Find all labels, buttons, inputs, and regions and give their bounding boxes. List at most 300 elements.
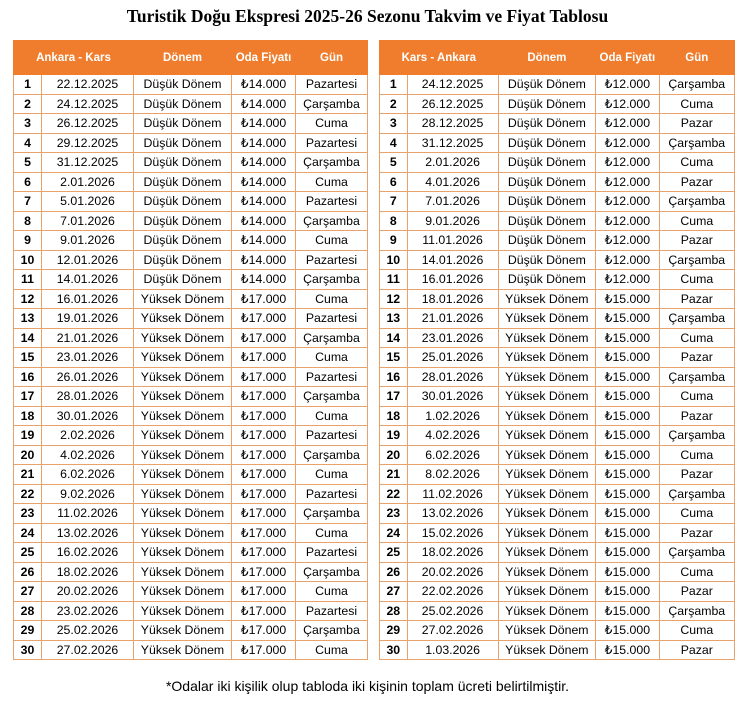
- price-cell: ₺15.000: [596, 387, 659, 407]
- date-cell: 9.02.2026: [42, 484, 134, 504]
- period-cell: Yüksek Dönem: [498, 484, 596, 504]
- table-row: [380, 289, 735, 309]
- row-number: 13: [14, 309, 42, 329]
- date-cell: 2.01.2026: [42, 172, 134, 192]
- price-cell: ₺15.000: [596, 543, 659, 563]
- day-cell: Cuma: [296, 465, 368, 485]
- price-cell: ₺17.000: [232, 562, 296, 582]
- period-cell: Yüksek Dönem: [134, 465, 232, 485]
- row-number: 18: [14, 406, 42, 426]
- day-cell: Cuma: [659, 562, 734, 582]
- date-cell: 16.01.2026: [42, 289, 134, 309]
- price-cell: ₺15.000: [596, 640, 659, 660]
- date-cell: 16.02.2026: [42, 543, 134, 563]
- date-cell: 29.12.2025: [42, 133, 134, 153]
- row-number: 14: [14, 328, 42, 348]
- row-number: 6: [380, 172, 408, 192]
- date-cell: 6.02.2026: [407, 445, 498, 465]
- day-cell: Pazar: [659, 465, 734, 485]
- period-cell: Yüksek Dönem: [498, 543, 596, 563]
- date-cell: 25.02.2026: [407, 601, 498, 621]
- date-cell: 9.01.2026: [42, 231, 134, 251]
- date-cell: 23.01.2026: [42, 348, 134, 368]
- date-cell: 6.02.2026: [42, 465, 134, 485]
- table-row: [380, 348, 735, 368]
- period-cell: Yüksek Dönem: [498, 387, 596, 407]
- day-cell: Çarşamba: [296, 621, 368, 641]
- price-cell: ₺14.000: [232, 192, 296, 212]
- period-cell: Yüksek Dönem: [498, 504, 596, 524]
- period-cell: Düşük Dönem: [498, 133, 596, 153]
- table-row: [14, 289, 368, 309]
- day-cell: Cuma: [296, 523, 368, 543]
- price-cell: ₺15.000: [596, 601, 659, 621]
- price-cell: ₺17.000: [232, 601, 296, 621]
- day-cell: Cuma: [296, 114, 368, 134]
- day-cell: Pazar: [659, 114, 734, 134]
- table-row: [14, 640, 368, 660]
- row-number: 12: [380, 289, 408, 309]
- row-number: 15: [14, 348, 42, 368]
- row-number: 18: [380, 406, 408, 426]
- period-cell: Yüksek Dönem: [134, 484, 232, 504]
- price-cell: ₺14.000: [232, 133, 296, 153]
- period-cell: Yüksek Dönem: [134, 348, 232, 368]
- row-number: 25: [380, 543, 408, 563]
- price-cell: ₺15.000: [596, 309, 659, 329]
- price-cell: ₺12.000: [596, 211, 659, 231]
- row-number: 26: [14, 562, 42, 582]
- row-number: 26: [380, 562, 408, 582]
- day-cell: Pazartesi: [296, 75, 368, 95]
- price-cell: ₺17.000: [232, 348, 296, 368]
- period-cell: Düşük Dönem: [134, 250, 232, 270]
- day-cell: Çarşamba: [659, 192, 734, 212]
- table-row: [380, 621, 735, 641]
- period-cell: Düşük Dönem: [498, 270, 596, 290]
- day-cell: Pazartesi: [296, 484, 368, 504]
- day-cell: Cuma: [296, 172, 368, 192]
- period-cell: Yüksek Dönem: [134, 543, 232, 563]
- row-number: 7: [380, 192, 408, 212]
- date-cell: 11.02.2026: [407, 484, 498, 504]
- day-cell: Pazar: [659, 582, 734, 602]
- table-row: [14, 211, 368, 231]
- page-title: Turistik Doğu Ekspresi 2025-26 Sezonu Takvim ve Fiyat Tablosu: [126, 6, 609, 26]
- table-row: [14, 75, 368, 95]
- row-number: 28: [14, 601, 42, 621]
- day-header: Gün: [296, 41, 368, 75]
- row-number: 22: [380, 484, 408, 504]
- date-cell: 31.12.2025: [407, 133, 498, 153]
- price-cell: ₺14.000: [232, 250, 296, 270]
- row-number: 21: [14, 465, 42, 485]
- period-cell: Yüksek Dönem: [134, 426, 232, 446]
- table-row: [14, 504, 368, 524]
- period-cell: Yüksek Dönem: [498, 601, 596, 621]
- row-number: 2: [380, 94, 408, 114]
- row-number: 17: [380, 387, 408, 407]
- period-cell: Yüksek Dönem: [498, 562, 596, 582]
- day-cell: Çarşamba: [296, 211, 368, 231]
- period-cell: Düşük Dönem: [134, 192, 232, 212]
- table-row: [380, 601, 735, 621]
- route-header: Kars - Ankara: [380, 41, 499, 75]
- period-cell: Düşük Dönem: [498, 250, 596, 270]
- footnote: *Odalar iki kişilik olup tabloda iki kişinin toplam ücreti belirtilmiştir.: [165, 678, 570, 694]
- day-cell: Pazar: [659, 172, 734, 192]
- period-cell: Yüksek Dönem: [498, 523, 596, 543]
- table-row: [14, 484, 368, 504]
- day-cell: Cuma: [296, 582, 368, 602]
- date-cell: 2.02.2026: [42, 426, 134, 446]
- period-cell: Yüksek Dönem: [498, 640, 596, 660]
- table-row: [380, 114, 735, 134]
- table-row: [380, 75, 735, 95]
- date-cell: 23.01.2026: [407, 328, 498, 348]
- day-cell: Çarşamba: [296, 445, 368, 465]
- price-cell: ₺14.000: [232, 231, 296, 251]
- period-cell: Yüksek Dönem: [134, 289, 232, 309]
- day-cell: Çarşamba: [296, 153, 368, 173]
- day-cell: Cuma: [659, 621, 734, 641]
- table-row: [14, 562, 368, 582]
- row-number: 1: [14, 75, 42, 95]
- day-cell: Cuma: [659, 328, 734, 348]
- period-cell: Düşük Dönem: [134, 133, 232, 153]
- row-number: 9: [380, 231, 408, 251]
- day-cell: Cuma: [296, 231, 368, 251]
- date-cell: 26.12.2025: [407, 94, 498, 114]
- table-row: [14, 426, 368, 446]
- row-number: 27: [380, 582, 408, 602]
- table-row: [380, 445, 735, 465]
- table-row: [380, 328, 735, 348]
- date-cell: 1.02.2026: [407, 406, 498, 426]
- day-cell: Cuma: [296, 406, 368, 426]
- price-cell: ₺12.000: [596, 192, 659, 212]
- table-row: [14, 348, 368, 368]
- period-cell: Yüksek Dönem: [498, 445, 596, 465]
- row-number: 16: [14, 367, 42, 387]
- date-cell: 11.01.2026: [407, 231, 498, 251]
- table-row: [380, 582, 735, 602]
- price-cell: ₺17.000: [232, 621, 296, 641]
- day-cell: Pazar: [659, 640, 734, 660]
- table-row: [380, 484, 735, 504]
- price-cell: ₺15.000: [596, 445, 659, 465]
- date-cell: 15.02.2026: [407, 523, 498, 543]
- period-cell: Düşük Dönem: [498, 231, 596, 251]
- table-row: [14, 231, 368, 251]
- price-cell: ₺17.000: [232, 640, 296, 660]
- row-number: 7: [14, 192, 42, 212]
- table-row: [380, 504, 735, 524]
- date-cell: 25.02.2026: [42, 621, 134, 641]
- price-cell: ₺17.000: [232, 582, 296, 602]
- row-number: 10: [380, 250, 408, 270]
- day-cell: Cuma: [659, 153, 734, 173]
- price-cell: ₺12.000: [596, 153, 659, 173]
- table-header-row: [14, 41, 368, 75]
- table-row: [14, 523, 368, 543]
- route-header: Ankara - Kars: [14, 41, 134, 75]
- day-cell: Pazartesi: [296, 426, 368, 446]
- day-cell: Çarşamba: [659, 309, 734, 329]
- period-cell: Düşük Dönem: [498, 94, 596, 114]
- date-cell: 28.12.2025: [407, 114, 498, 134]
- price-cell: ₺17.000: [232, 387, 296, 407]
- price-cell: ₺12.000: [596, 172, 659, 192]
- table-row: [14, 133, 368, 153]
- ankara-kars-table: [13, 40, 368, 660]
- day-cell: Pazartesi: [296, 367, 368, 387]
- row-number: 2: [14, 94, 42, 114]
- table-row: [14, 172, 368, 192]
- price-cell: ₺12.000: [596, 133, 659, 153]
- day-cell: Pazartesi: [296, 601, 368, 621]
- date-cell: 8.02.2026: [407, 465, 498, 485]
- row-number: 14: [380, 328, 408, 348]
- table-row: [14, 582, 368, 602]
- table-header-row: [380, 41, 735, 75]
- row-number: 17: [14, 387, 42, 407]
- row-number: 24: [14, 523, 42, 543]
- table-row: [14, 114, 368, 134]
- price-cell: ₺15.000: [596, 289, 659, 309]
- table-row: [380, 406, 735, 426]
- period-cell: Yüksek Dönem: [498, 289, 596, 309]
- period-cell: Yüksek Dönem: [134, 445, 232, 465]
- table-row: [14, 328, 368, 348]
- period-cell: Düşük Dönem: [134, 270, 232, 290]
- price-cell: ₺17.000: [232, 367, 296, 387]
- price-cell: ₺17.000: [232, 445, 296, 465]
- period-cell: Yüksek Dönem: [498, 465, 596, 485]
- row-number: 15: [380, 348, 408, 368]
- table-row: [380, 192, 735, 212]
- table-row: [380, 94, 735, 114]
- table-row: [14, 445, 368, 465]
- date-cell: 30.01.2026: [407, 387, 498, 407]
- price-cell: ₺14.000: [232, 94, 296, 114]
- period-cell: Düşük Dönem: [134, 75, 232, 95]
- table-row: [380, 250, 735, 270]
- date-cell: 21.01.2026: [407, 309, 498, 329]
- period-cell: Yüksek Dönem: [134, 387, 232, 407]
- day-cell: Cuma: [659, 387, 734, 407]
- date-cell: 4.02.2026: [407, 426, 498, 446]
- price-cell: ₺15.000: [596, 582, 659, 602]
- date-cell: 4.01.2026: [407, 172, 498, 192]
- kars-ankara-table: [379, 40, 735, 660]
- row-number: 28: [380, 601, 408, 621]
- table-row: [380, 543, 735, 563]
- table-row: [380, 367, 735, 387]
- date-cell: 19.01.2026: [42, 309, 134, 329]
- row-number: 16: [380, 367, 408, 387]
- price-cell: ₺14.000: [232, 114, 296, 134]
- price-cell: ₺17.000: [232, 484, 296, 504]
- day-cell: Cuma: [659, 445, 734, 465]
- row-number: 30: [380, 640, 408, 660]
- price-cell: ₺14.000: [232, 270, 296, 290]
- period-cell: Yüksek Dönem: [498, 582, 596, 602]
- row-number: 23: [14, 504, 42, 524]
- day-cell: Çarşamba: [659, 484, 734, 504]
- period-cell: Yüksek Dönem: [134, 640, 232, 660]
- date-cell: 22.12.2025: [42, 75, 134, 95]
- period-cell: Yüksek Dönem: [134, 309, 232, 329]
- period-cell: Yüksek Dönem: [498, 621, 596, 641]
- row-number: 27: [14, 582, 42, 602]
- date-cell: 25.01.2026: [407, 348, 498, 368]
- row-number: 5: [14, 153, 42, 173]
- table-row: [380, 387, 735, 407]
- date-cell: 28.01.2026: [42, 387, 134, 407]
- row-number: 3: [380, 114, 408, 134]
- period-cell: Düşük Dönem: [498, 75, 596, 95]
- date-cell: 24.12.2025: [407, 75, 498, 95]
- date-cell: 26.12.2025: [42, 114, 134, 134]
- day-cell: Pazar: [659, 406, 734, 426]
- price-cell: ₺12.000: [596, 94, 659, 114]
- period-cell: Yüksek Dönem: [134, 328, 232, 348]
- day-cell: Cuma: [296, 640, 368, 660]
- table-row: [380, 640, 735, 660]
- row-number: 3: [14, 114, 42, 134]
- row-number: 22: [14, 484, 42, 504]
- row-number: 19: [380, 426, 408, 446]
- row-number: 25: [14, 543, 42, 563]
- period-cell: Yüksek Dönem: [134, 582, 232, 602]
- table-row: [380, 562, 735, 582]
- date-cell: 7.01.2026: [42, 211, 134, 231]
- table-row: [380, 133, 735, 153]
- row-number: 6: [14, 172, 42, 192]
- price-cell: ₺12.000: [596, 270, 659, 290]
- day-cell: Çarşamba: [296, 270, 368, 290]
- row-number: 4: [380, 133, 408, 153]
- table-row: [14, 465, 368, 485]
- date-cell: 23.02.2026: [42, 601, 134, 621]
- day-cell: Cuma: [296, 289, 368, 309]
- price-cell: ₺17.000: [232, 465, 296, 485]
- date-cell: 31.12.2025: [42, 153, 134, 173]
- period-cell: Düşük Dönem: [134, 153, 232, 173]
- table-row: [14, 94, 368, 114]
- period-cell: Yüksek Dönem: [134, 601, 232, 621]
- price-cell: ₺15.000: [596, 484, 659, 504]
- period-cell: Yüksek Dönem: [498, 309, 596, 329]
- period-cell: Yüksek Dönem: [134, 523, 232, 543]
- price-cell: ₺12.000: [596, 114, 659, 134]
- price-cell: ₺15.000: [596, 328, 659, 348]
- period-cell: Yüksek Dönem: [498, 426, 596, 446]
- date-cell: 27.02.2026: [407, 621, 498, 641]
- date-cell: 24.12.2025: [42, 94, 134, 114]
- day-header: Gün: [659, 41, 734, 75]
- row-number: 5: [380, 153, 408, 173]
- date-cell: 26.01.2026: [42, 367, 134, 387]
- price-cell: ₺14.000: [232, 172, 296, 192]
- day-cell: Cuma: [659, 211, 734, 231]
- row-number: 29: [380, 621, 408, 641]
- row-number: 11: [380, 270, 408, 290]
- period-cell: Yüksek Dönem: [498, 406, 596, 426]
- price-cell: ₺17.000: [232, 543, 296, 563]
- day-cell: Çarşamba: [659, 250, 734, 270]
- day-cell: Çarşamba: [659, 601, 734, 621]
- date-cell: 14.01.2026: [42, 270, 134, 290]
- table-row: [380, 426, 735, 446]
- price-header: Oda Fiyatı: [596, 41, 659, 75]
- price-cell: ₺17.000: [232, 504, 296, 524]
- date-cell: 9.01.2026: [407, 211, 498, 231]
- price-cell: ₺14.000: [232, 75, 296, 95]
- period-cell: Düşük Dönem: [498, 192, 596, 212]
- price-cell: ₺15.000: [596, 406, 659, 426]
- date-cell: 30.01.2026: [42, 406, 134, 426]
- day-cell: Pazartesi: [296, 250, 368, 270]
- period-cell: Yüksek Dönem: [134, 406, 232, 426]
- day-cell: Pazartesi: [296, 543, 368, 563]
- period-cell: Yüksek Dönem: [134, 621, 232, 641]
- table-row: [380, 309, 735, 329]
- price-cell: ₺14.000: [232, 153, 296, 173]
- day-cell: Cuma: [659, 504, 734, 524]
- date-cell: 20.02.2026: [407, 562, 498, 582]
- date-cell: 13.02.2026: [407, 504, 498, 524]
- date-cell: 7.01.2026: [407, 192, 498, 212]
- row-number: 23: [380, 504, 408, 524]
- day-cell: Çarşamba: [296, 562, 368, 582]
- day-cell: Çarşamba: [296, 94, 368, 114]
- table-row: [380, 172, 735, 192]
- period-cell: Düşük Dönem: [134, 231, 232, 251]
- table-row: [380, 523, 735, 543]
- table-row: [14, 270, 368, 290]
- day-cell: Çarşamba: [659, 133, 734, 153]
- period-cell: Düşük Dönem: [134, 114, 232, 134]
- row-number: 8: [380, 211, 408, 231]
- date-cell: 18.02.2026: [407, 543, 498, 563]
- period-cell: Yüksek Dönem: [134, 562, 232, 582]
- day-cell: Cuma: [296, 348, 368, 368]
- day-cell: Pazartesi: [296, 309, 368, 329]
- row-number: 24: [380, 523, 408, 543]
- table-row: [380, 270, 735, 290]
- table-row: [14, 621, 368, 641]
- period-header: Dönem: [498, 41, 596, 75]
- date-cell: 2.01.2026: [407, 153, 498, 173]
- period-cell: Düşük Dönem: [498, 211, 596, 231]
- price-cell: ₺15.000: [596, 504, 659, 524]
- date-cell: 13.02.2026: [42, 523, 134, 543]
- price-cell: ₺17.000: [232, 426, 296, 446]
- price-cell: ₺12.000: [596, 75, 659, 95]
- date-cell: 18.02.2026: [42, 562, 134, 582]
- day-cell: Cuma: [659, 270, 734, 290]
- price-cell: ₺12.000: [596, 250, 659, 270]
- row-number: 10: [14, 250, 42, 270]
- period-cell: Düşük Dönem: [134, 94, 232, 114]
- price-header: Oda Fiyatı: [232, 41, 296, 75]
- period-cell: Düşük Dönem: [498, 172, 596, 192]
- row-number: 9: [14, 231, 42, 251]
- period-cell: Düşük Dönem: [134, 172, 232, 192]
- row-number: 20: [14, 445, 42, 465]
